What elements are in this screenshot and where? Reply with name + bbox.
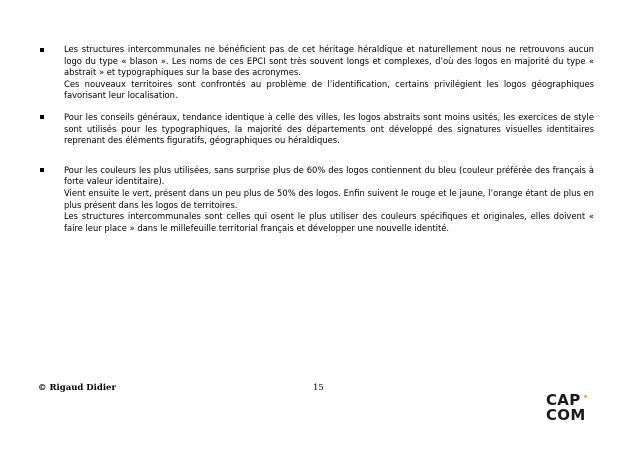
paragraph: Les structures intercommunales sont celles qui osent le plus utiliser des couleurs spécifiques et originales, elles doivent « faire leur place » dans le millefeuille territorial français et développer une nouvelle identité. xyxy=(64,211,594,233)
bullet-couleurs xyxy=(38,165,594,235)
footer-copyright: © Rigaud Didier xyxy=(38,383,116,393)
paragraph: Ces nouveaux territoires sont confrontés au problème de l’identification, certains privilégient les logos géographiques favorisant leur localisation. xyxy=(64,78,594,101)
bullet-conseils-generaux xyxy=(38,112,594,147)
paragraph: Pour les couleurs les plus utilisées, sans surprise plus de 60% des logos contiennent du bleu (couleur préférée des français à forte valeur identitaire). xyxy=(64,164,594,187)
logo-line-1: CAP xyxy=(546,391,581,409)
page-number: 15 xyxy=(313,383,324,393)
bullet-list xyxy=(38,44,594,234)
capcom-logo xyxy=(546,393,586,423)
logo-accent-dot xyxy=(584,395,587,398)
bullet-marker-icon xyxy=(40,115,44,119)
paragraph: Les structures intercommunales ne bénéficient pas de cet héritage héraldique et naturellement nous ne retrouvons aucun logo du type « blason ». Les noms de ces EPCI sont très souvent longs et complexes, d’où des logos en majorité du type « abstrait » et typographiques sur la base des acronymes. xyxy=(64,44,594,78)
paragraph: Vient ensuite le vert, présent dans un peu plus de 50% des logos. Enfin suivent le rouge et le jaune, l’orange étant de plus en plus présent dans les logos de territoires. xyxy=(64,187,594,210)
bullet-marker-icon xyxy=(40,168,44,172)
paragraph: Pour les conseils généraux, tendance identique à celle des villes, les logos abstraits sont moins usités, les exercices de style sont utilisés pour les typographiques, la majorité des départements ont développé des signatures visuelles identitaires reprenant des éléments figuratifs, géographiques ou héraldiques. xyxy=(64,111,594,146)
logo-line-2: COM xyxy=(546,406,586,424)
bullet-marker-icon xyxy=(40,48,44,52)
bullet-epci xyxy=(38,44,594,102)
